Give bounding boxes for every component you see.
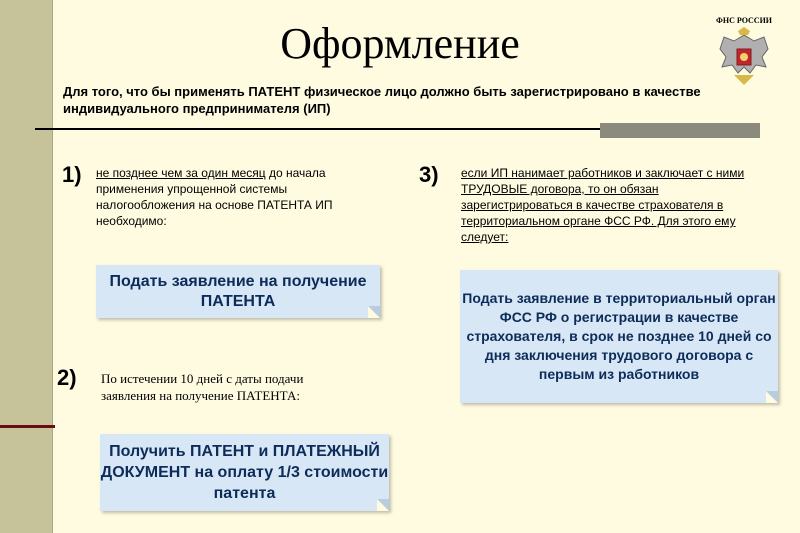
step-1-number: 1) <box>62 162 82 187</box>
step-3-number: 3) <box>419 162 439 187</box>
step-1-text-rest: до начала применения упрощенной системы налогообложения на основе ПАТЕНТА ИП необходимо: <box>96 166 333 228</box>
step-1-box: Подать заявление на получение ПАТЕНТА <box>96 265 380 318</box>
step-1-deadline: не позднее чем за один месяц <box>96 166 266 180</box>
slide-title: Оформление <box>280 19 520 68</box>
step-1-text <box>96 165 386 229</box>
eagle-emblem-icon <box>716 27 772 87</box>
divider-accent <box>600 123 760 138</box>
left-sidebar-bar <box>0 0 53 533</box>
step-3-box: Подать заявление в территориальный орган ФСС РФ о регистрации в качестве страхователя, в срок не позднее 10 дней со дня заключения трудового договора с первым из работников <box>460 270 778 403</box>
step-2-number: 2) <box>57 365 77 390</box>
fns-logo <box>712 16 776 92</box>
step-3-text: если ИП нанимает работников и заключает с ними ТРУДОВЫЕ договора, то он обязан зарегистрироваться в качестве страхователя в территориальном органе ФСС РФ. Для этого ему следует: <box>461 166 745 244</box>
left-accent-line <box>0 425 55 428</box>
step-2-box: Получить ПАТЕНТ и ПЛАТЕЖНЫЙ ДОКУМЕНТ на оплату 1/3 стоимости патента <box>100 434 389 511</box>
intro-text: Для того, что бы применять ПАТЕНТ физическое лицо должно быть зарегистрировано в качестве индивидуального предпринимателя (ИП) <box>63 84 701 116</box>
step-2-text: По истечении 10 дней с даты подачи заявления на получение ПАТЕНТА: <box>101 371 304 403</box>
logo-text: ФНС РОССИИ <box>715 16 773 25</box>
